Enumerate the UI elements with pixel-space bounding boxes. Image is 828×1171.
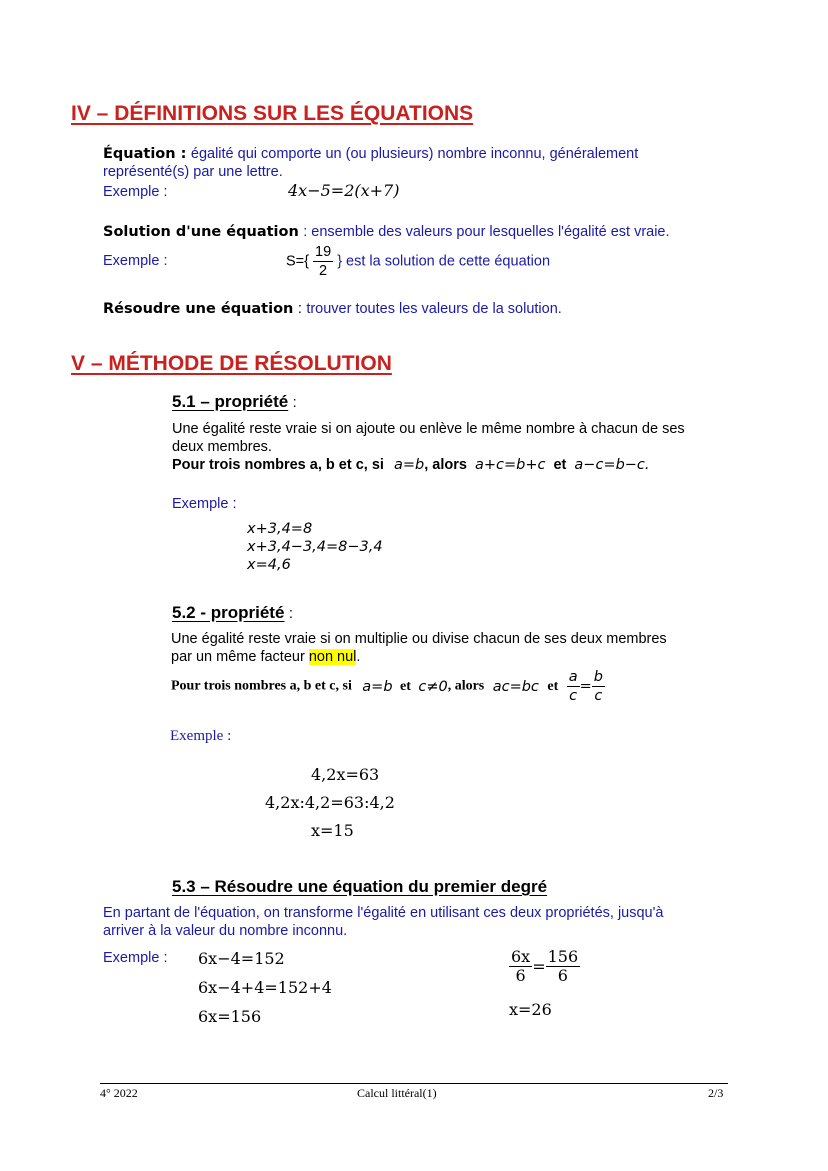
rule2-frac-b (592, 668, 605, 705)
rule2-frac-eq: = (579, 678, 592, 695)
frac-eq: = (532, 957, 546, 976)
equation-definition (103, 145, 638, 163)
rule2-text-b: et (400, 678, 411, 694)
step-5-2-c: x=15 (311, 821, 354, 840)
property-5-2-heading (172, 603, 293, 623)
solution-term: Solution d'une équation (103, 224, 299, 240)
property-5-2-title: 5.2 - propriété (172, 603, 285, 622)
set-denominator: 2 (319, 263, 328, 279)
equation-term: Équation : (103, 146, 187, 162)
highlight-non-nul: non nul (308, 649, 357, 665)
property-5-3-example-label: Exemple : (103, 950, 168, 966)
property-5-1-example-label: Exemple : (172, 496, 237, 512)
step-5-2-a: 4,2x=63 (311, 765, 380, 784)
solution-def: : ensemble des valeurs pour lesquelles l'égalité est vraie. (303, 224, 670, 240)
property-5-1-rule (172, 457, 650, 473)
resolve-term: Résoudre une équation (103, 301, 294, 317)
property-5-1-text-line1: Une égalité reste vraie si on ajoute ou enlève le même nombre à chacun de ses (172, 421, 685, 437)
rule2-text-a: Pour trois nombres a, b et c, si (171, 678, 352, 694)
property-5-3-text-line2: arriver à la valeur du nombre inconnu. (103, 923, 348, 939)
rule2-text-c: , alors (447, 678, 485, 694)
footer-divider (100, 1083, 728, 1084)
set-suffix: } est la solution de cette équation (337, 253, 551, 270)
set-prefix: S={ (286, 253, 309, 270)
solution-definition (103, 223, 670, 241)
rule2-frac-a (567, 668, 580, 705)
section-5-title: V – MÉTHODE DE RÉSOLUTION (71, 352, 392, 375)
equation-def-line1: égalité qui comporte un (ou plusieurs) nombre inconnu, généralement (190, 146, 639, 162)
property-5-2-text-line1: Une égalité reste vraie si on multiplie ou divise chacun de ses deux membres (171, 631, 667, 647)
property-5-2-colon: : (288, 606, 293, 622)
text-line2-b: . (356, 649, 361, 665)
step-5-1-c: x=4,6 (247, 557, 291, 573)
footer-right: 2/3 (708, 1086, 724, 1100)
example2-label: Exemple : (103, 253, 168, 269)
set-fraction (313, 243, 333, 280)
step-5-3-final: x=26 (509, 1000, 552, 1019)
step-5-1-b: x+3,4−3,4=8−3,4 (247, 539, 383, 555)
rule2-math-c: ac=bc (492, 678, 539, 695)
rule-math-c: a−c=b−c. (574, 457, 650, 473)
section-4-title: IV – DÉFINITIONS SUR LES ÉQUATIONS (71, 102, 474, 125)
resolve-def: trouver toutes les valeurs de la solution. (306, 301, 562, 317)
rule-text-b: , alors (424, 457, 467, 473)
solution-set (286, 243, 550, 280)
resolve-sep: : (297, 301, 302, 317)
example-label: Exemple : (103, 184, 168, 200)
rule-text-a: Pour trois nombres a, b et c, si (172, 457, 384, 473)
property-5-1-colon: : (292, 395, 297, 411)
frac-b-den: c (594, 688, 603, 704)
step-5-3-fraction (509, 948, 580, 985)
equation-def-line2: représenté(s) par une lettre. (103, 164, 283, 180)
footer-left: 4° 2022 (100, 1086, 138, 1100)
rule2-text-d: et (547, 678, 559, 694)
step-5-3-c: 6x=156 (198, 1007, 262, 1026)
property-5-2-example-label: Exemple : (170, 728, 232, 744)
rule-math-a: a=b (393, 457, 425, 473)
footer-center: Calcul littéral(1) (357, 1086, 437, 1100)
rule-text-c: et (553, 457, 567, 473)
set-numerator: 19 (315, 244, 332, 260)
resolve-definition (103, 300, 562, 318)
step-5-3-b: 6x−4+4=152+4 (198, 978, 332, 997)
property-5-1-text-line2: deux membres. (172, 439, 272, 455)
frac-right-den: 6 (557, 966, 568, 985)
example-equation: 4x−5=2(x+7) (288, 181, 400, 200)
property-5-1-heading (172, 392, 297, 412)
property-5-3-title: 5.3 – Résoudre une équation du premier degré (172, 877, 548, 896)
frac-left-den: 6 (515, 966, 526, 985)
property-5-2-rule (171, 668, 605, 705)
frac-a-num: a (568, 669, 578, 685)
step-5-2-b: 4,2x:4,2=63:4,2 (265, 793, 395, 812)
frac-left (509, 948, 532, 985)
frac-left-num: 6x (511, 947, 531, 966)
rule-math-b: a+c=b+c (474, 457, 546, 473)
text-line2-a: par un même facteur (171, 649, 305, 665)
frac-b-num: b (593, 669, 603, 685)
property-5-3-text-line1: En partant de l'équation, on transforme l'égalité en utilisant ces deux propriétés, jusqu'à (103, 905, 664, 921)
frac-right-num: 156 (547, 947, 579, 966)
frac-a-den: c (569, 688, 578, 704)
frac-right (546, 948, 581, 985)
step-5-1-a: x+3,4=8 (247, 521, 313, 537)
rule2-math-b: c≠0 (418, 678, 448, 695)
step-5-3-a: 6x−4=152 (198, 949, 285, 968)
property-5-2-text-line2 (171, 649, 360, 665)
property-5-1-title: 5.1 – propriété (172, 392, 289, 411)
rule2-math-a: a=b (362, 678, 393, 695)
